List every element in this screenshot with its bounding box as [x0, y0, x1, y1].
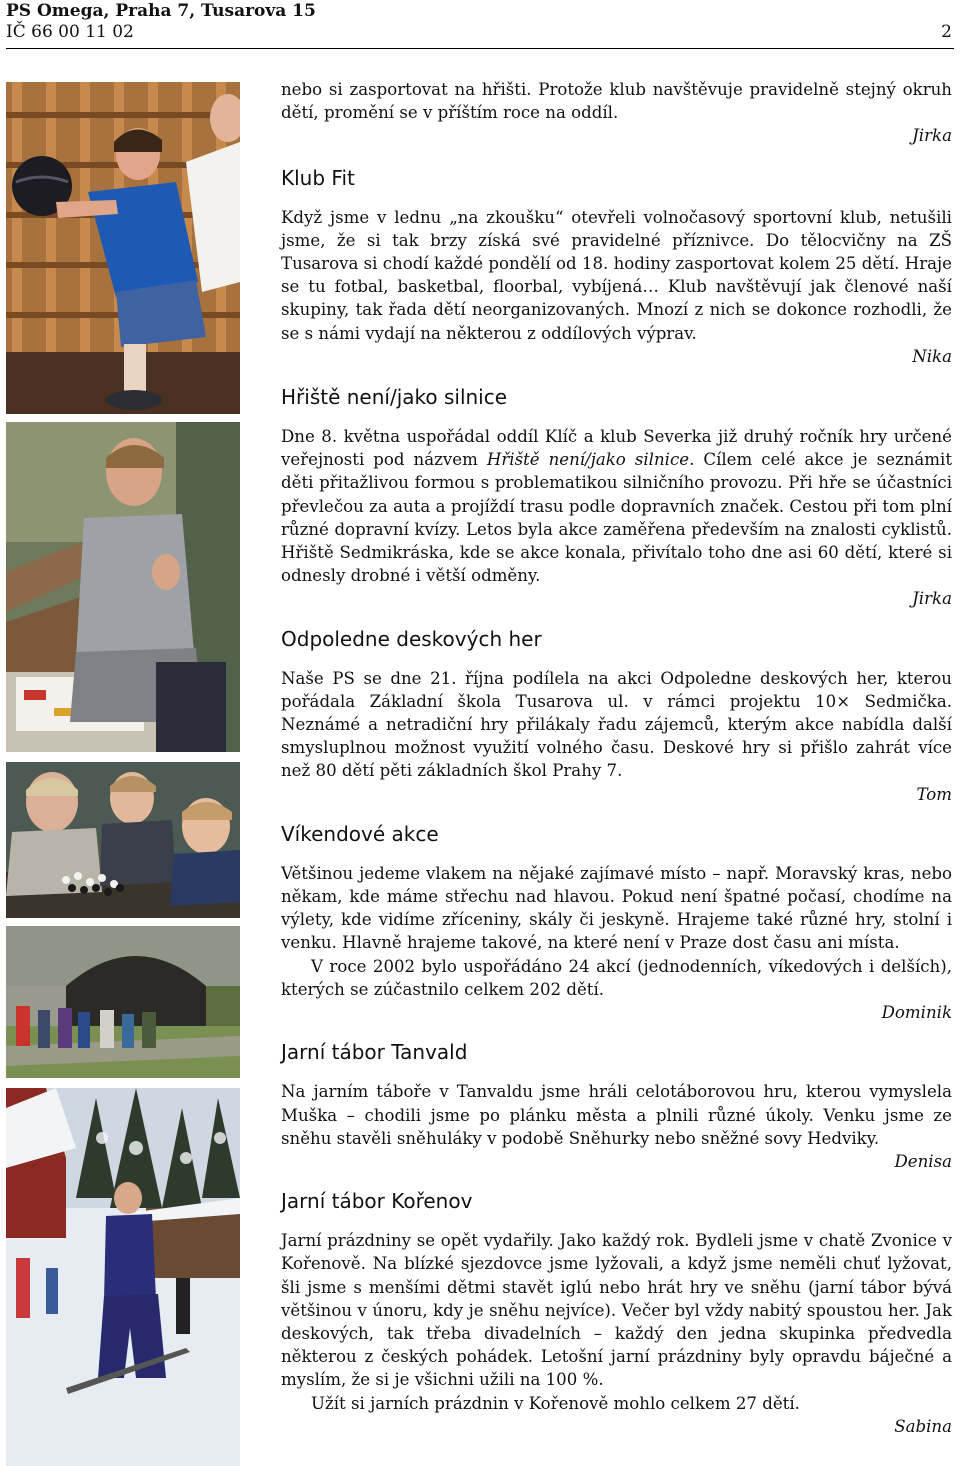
photo-gym-basketball: [6, 82, 240, 414]
section-title-vikendove-akce: Víkendové akce: [281, 821, 439, 846]
photo-cave-group: [6, 926, 240, 1078]
section-signature: Sabina: [894, 1416, 952, 1436]
intro-paragraph: nebo si zasportovat na hřišti. Protože klub navštěvuje pravidelně stejný okruh dětí, promění se v příštím roce na oddíl.: [281, 80, 952, 123]
section-paragraph: Naše PS se dne 21. října podílela na akci Odpoledne deskových her, kterou pořádala Základní škola Tusarova ul. v rámci projektu 10× Sedmička. Neznámé a netradiční hry přilákaly řadu zájemců, kterým akce nabídla další smysluplnou možnost využití volného času. Deskové hry si přišlo zahrát více než 80 dětí pěti základních škol Prahy 7.: [281, 668, 952, 781]
section-paragraph: Když jsme v lednu „na zkoušku“ otevřeli volnočasový sportovní klub, netušili jsme, že si tak brzy získá své pravidelné příznivce. Do tělocvičny na ZŠ Tusarova si chodí každé pondělí od 18. hodiny zasportovat kolem 25 dětí. Hraje se tu fotbal, basketbal, floorbal, vybíjená… Klub navštěvují jak členové naší skupiny, tak řada dětí neorganizovaných. Mnozí z nich se dokonce rozhodli, že se s námi vydají na některou z oddílových výprav.: [281, 207, 952, 343]
section-paragraph: Užít si jarních prázdnin v Kořenově mohlo celkem 27 dětí.: [311, 1393, 800, 1413]
event-name: Hřiště není/jako silnice: [486, 450, 690, 470]
section-paragraph: Většinou jedeme vlakem na nějaké zajímavé místo – např. Moravský kras, nebo někam, kde máme střechu nad hlavou. Pokud není špatné počasí, chodíme na výlety, kde vidíme zříceniny, skály či jeskyně. Hrajeme také různé hry, stolní i venku. Hlavně hrajeme takové, na které není v Praze dost času ani místa.: [281, 863, 952, 953]
photo-board-game: [6, 762, 240, 918]
intro-signature: Jirka: [912, 126, 952, 146]
section-paragraph: V roce 2002 bylo uspořádáno 24 akcí (jednodenních, víkedových i delších), kterých se zúčastnilo celkem 202 dětí.: [281, 956, 952, 999]
page-header: [6, 0, 954, 52]
photo-column: [6, 80, 240, 1466]
photo-boy-on-bench: [6, 422, 240, 752]
paragraph-text: . Cílem celé akce je seznámit děti přitažlivou formou s problematikou silničního provozu. Při hře se účastníci převlečou za auta a projíždí trasu podle dopravních značek. Cestou při tom plní různé dopravní kvízy. Letos byla akce zaměřena především na znalosti cyklistů. Hřiště Sedmikráska, kde se akce konala, přivítalo toho dne asi 60 dětí, které si odnesly drobné i větší odměny.: [281, 450, 953, 586]
page-number: 2: [941, 22, 952, 42]
section-signature: Dominik: [881, 1003, 952, 1023]
photo-snow-skier: [6, 1088, 240, 1466]
section-title-hriste: Hřiště není/jako silnice: [281, 385, 508, 410]
section-title-tabor-korenov: Jarní tábor Kořenov: [281, 1189, 473, 1214]
article-column: [281, 78, 952, 1438]
section-title-tabor-tanvald: Jarní tábor Tanvald: [281, 1040, 468, 1065]
organization-id: IČ 66 00 11 02: [6, 22, 134, 42]
section-signature: Denisa: [894, 1151, 952, 1171]
section-paragraph: [281, 425, 952, 587]
section-paragraph: Jarní prázdniny se opět vydařily. Jako každý rok. Bydleli jsme v chatě Zvonice v Kořenově. Na blízké sjezdovce jsme lyžovali, a když jsme neměli chuť lyžovat, šli jsme s menšími dětmi stavět iglú nebo hrát hry ve sněhu (jarní tábor bývá většinou v únoru, kdy je sněhu nejvíce). Večer byl vždy nabitý spoustou her. Jak deskových, tak třeba divadelních – každý den jedna skupinka předvedla některou z českých pohádek. Letošní jarní prázdniny byly opravdu báječné a myslím, že si je všichni užili na 100 %.: [281, 1231, 952, 1390]
section-signature: Jirka: [912, 589, 952, 609]
section-title-klub-fit: Klub Fit: [281, 165, 355, 190]
section-signature: Tom: [916, 784, 952, 804]
header-rule: [6, 48, 954, 49]
organization-name: PS Omega, Praha 7, Tusarova 15: [6, 1, 316, 21]
section-title-deskove-hry: Odpoledne deskových her: [281, 626, 542, 651]
section-paragraph: Na jarním táboře v Tanvaldu jsme hráli celotáborovou hru, kterou vymyslela Muška – chodili jsme po plánku města a plnili různé úkoly. Venku jsme ze sněhu stavěli sněhuláky v podobě Sněhurky nebo sněžné sovy Hedviky.: [281, 1082, 952, 1148]
paragraph-text: Dne 8. května uspořádal oddíl Klíč a klub Severka již druhý ročník hry určené veřejnosti pod názvem: [281, 427, 952, 470]
section-signature: Nika: [912, 346, 952, 366]
